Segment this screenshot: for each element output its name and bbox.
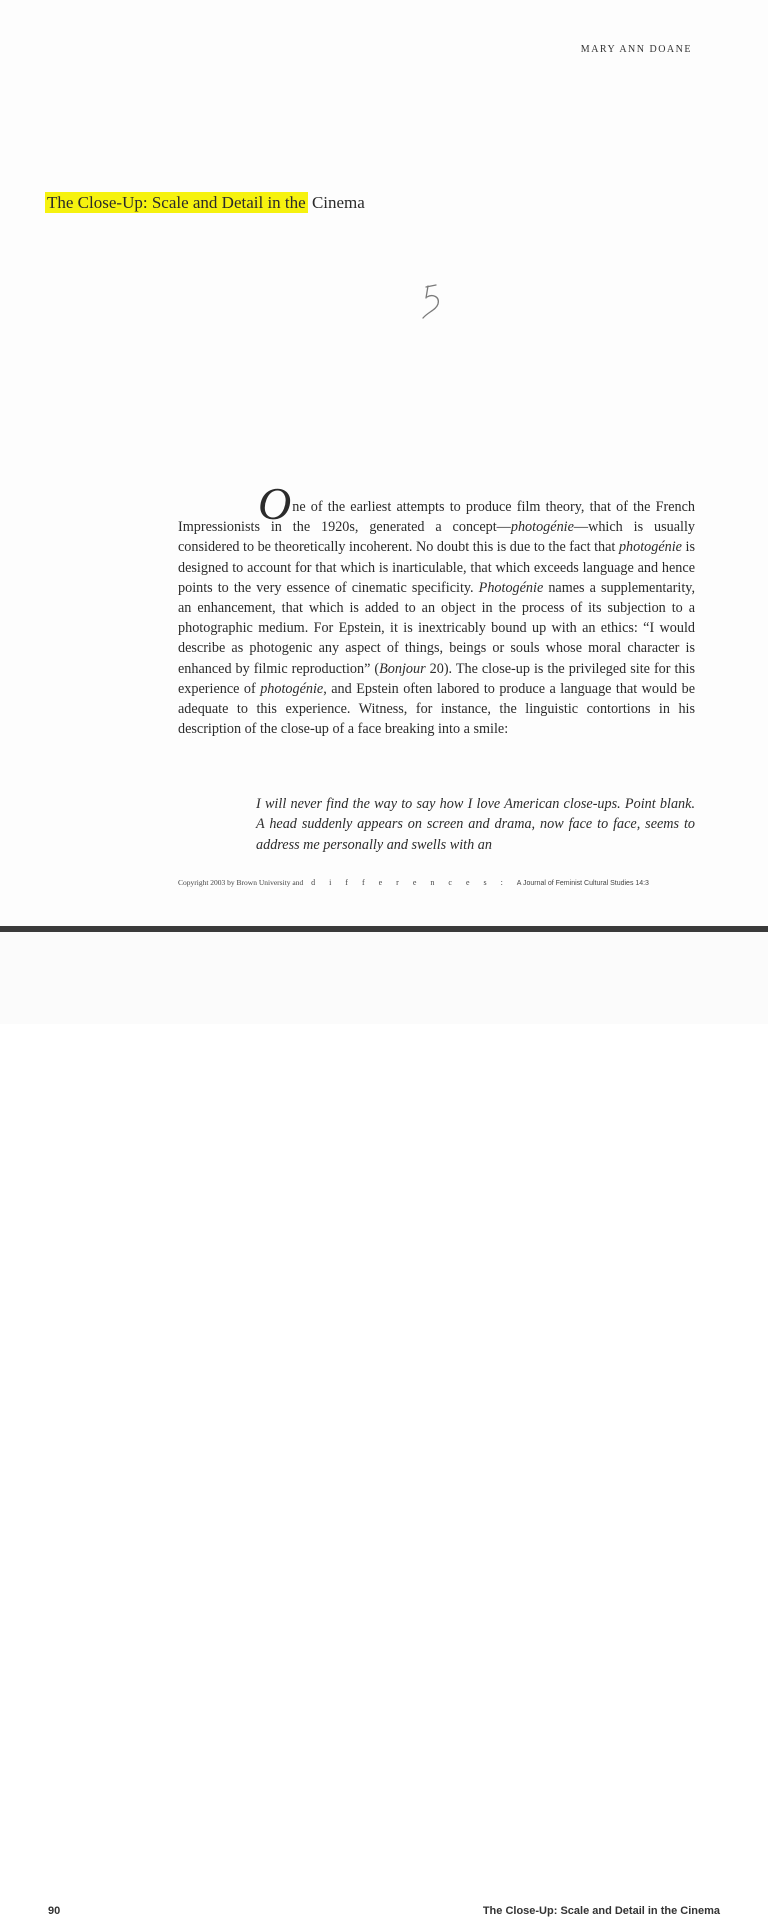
next-scanned-page — [0, 932, 768, 1917]
title-highlighted-text[interactable]: The Close-Up: Scale and Detail in the — [47, 193, 306, 212]
copyright-text: Copyright 2003 by Brown University and — [178, 878, 304, 887]
page-number: 90 — [48, 1905, 61, 1917]
body-text: 20). The close-up is the privileged site for this experience of — [178, 660, 695, 697]
body-text: , and Epstein often labored to produce a language that would be adequate to this experience. Witness, for instance, the linguistic contortions in his description of the close-up of a face breaking into a smile: — [178, 680, 695, 738]
body-text: ne of the earliest attempts to produce film theory, that of the French Impressionists in the 1920s, generated a concept— — [178, 499, 695, 536]
running-head-author: MARY ANN DOANE — [580, 44, 692, 55]
scanned-page — [0, 0, 768, 928]
journal-name: d i f f e r e n c e s : — [311, 878, 509, 887]
block-quote: I will never find the way to say how I love American close-ups. Point blank. A head suddenly appears on screen and drama, now face to face, seems to address me personally and swells with an — [256, 796, 695, 853]
article-title — [45, 193, 365, 213]
handwritten-number-mark — [418, 282, 458, 322]
body-text: —which is usually considered to be theoretically incoherent. No doubt this is due to the fact that — [178, 519, 695, 556]
body-text: names a supplementarity, an enhancement, that which is added to an object in the process of its subjection to a photographic medium. For Epstein, it is inextricably bound up with an ethics: “I would describe as photogenic any aspect of things, beings or souls whose moral character is enhanced by filmic reproduction” ( — [178, 579, 696, 677]
journal-subtitle: A Journal of Feminist Cultural Studies — [516, 880, 634, 887]
italic-term: photogénie — [618, 539, 682, 556]
journal-issue: 14:3 — [635, 880, 649, 887]
body-paragraph — [178, 478, 696, 739]
italic-citation: Bonjour — [379, 660, 426, 677]
italic-term: photogénie — [510, 519, 574, 536]
title-rest-text: Cinema — [307, 193, 365, 212]
italic-term: photogénie — [260, 680, 324, 697]
running-head-title: The Close-Up: Scale and Detail in the Cinema — [482, 1905, 720, 1917]
drop-cap: O — [258, 478, 292, 529]
body-text: is designed to account for that which is inarticulable, that which exceeds language and hence points to the very essence of cinematic specificity. — [178, 539, 695, 596]
copyright-footer — [178, 878, 698, 887]
italic-term: Photogénie — [478, 579, 544, 596]
